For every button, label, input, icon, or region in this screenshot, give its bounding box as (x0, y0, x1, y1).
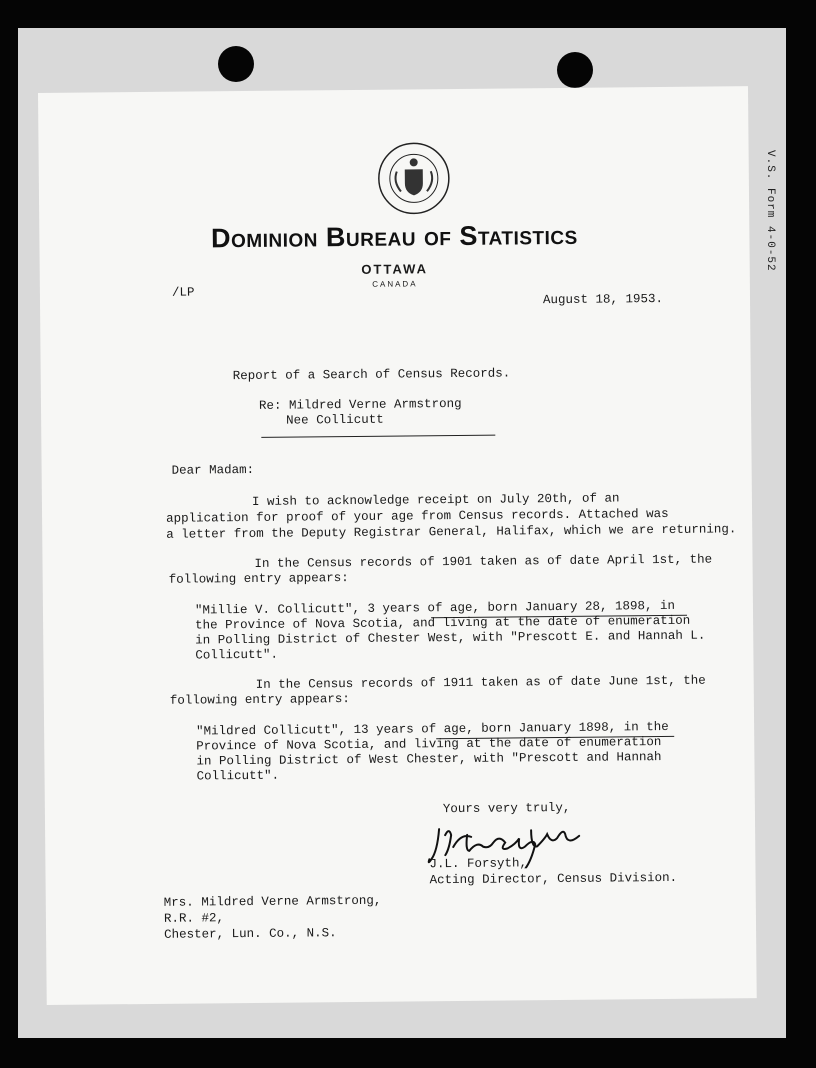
entry1-line: Collicutt". (195, 647, 278, 663)
letterhead-city: OTTAWA (361, 261, 429, 277)
re-line-maiden: Nee Collicutt (286, 412, 384, 428)
entry1-line: "Millie V. Collicutt", 3 years of age, born January 28, 1898, in (194, 598, 676, 618)
punch-hole-right (557, 52, 593, 88)
organization-name: Dominion Bureau of Statistics (210, 219, 578, 254)
side-form-number: V.S. Form 4-0-52 (764, 150, 776, 272)
para1-line: a letter from the Deputy Registrar General, Halifax, which we are returning. (166, 522, 737, 542)
para3-line: In the Census records of 1911 taken as of date June 1st, the (255, 673, 706, 692)
entry2-line: Province of Nova Scotia, and living at the date of enumeration (196, 735, 662, 754)
salutation: Dear Madam: (171, 462, 255, 478)
coat-of-arms-seal (376, 141, 451, 216)
para2-line: In the Census records of 1901 taken as of date April 1st, the (254, 552, 713, 571)
para1-line: application for proof of your age from Census records. Attached was (166, 506, 669, 526)
reference-initials: /LP (171, 285, 195, 300)
para1-line: I wish to acknowledge receipt on July 20th, of an (251, 491, 620, 509)
entry2-line: in Polling District of West Chester, with "Prescott and Hannah (196, 750, 662, 769)
re-line-name: Re: Mildred Verne Armstrong (258, 396, 462, 413)
divider-rule (261, 435, 495, 438)
signer-title: Acting Director, Census Division. (429, 870, 678, 888)
subject-line: Report of a Search of Census Records. (232, 366, 511, 384)
letter-page (38, 86, 757, 1005)
punch-hole-left (218, 46, 254, 82)
signer-name: J.L. Forsyth, (429, 856, 528, 872)
letterhead-country: CANADA (372, 279, 418, 289)
entry1-line: the Province of Nova Scotia, and living at the date of enumeration (195, 613, 691, 633)
closing: Yours very truly, (442, 800, 571, 817)
recipient-address-line: R.R. #2, (163, 911, 225, 926)
recipient-address-line: Mrs. Mildred Verne Armstrong, (163, 893, 382, 910)
entry1-line: in Polling District of Chester West, with "Prescott E. and Hannah L. (195, 628, 706, 648)
recipient-address-line: Chester, Lun. Co., N.S. (164, 926, 337, 942)
para3-line: following entry appears: (169, 692, 350, 708)
entry2-line: Collicutt". (196, 768, 280, 784)
para2-line: following entry appears: (168, 571, 349, 587)
letter-date: August 18, 1953. (542, 292, 664, 308)
entry2-line: "Mildred Collicutt", 13 years of age, born January 1898, in the (196, 719, 669, 739)
